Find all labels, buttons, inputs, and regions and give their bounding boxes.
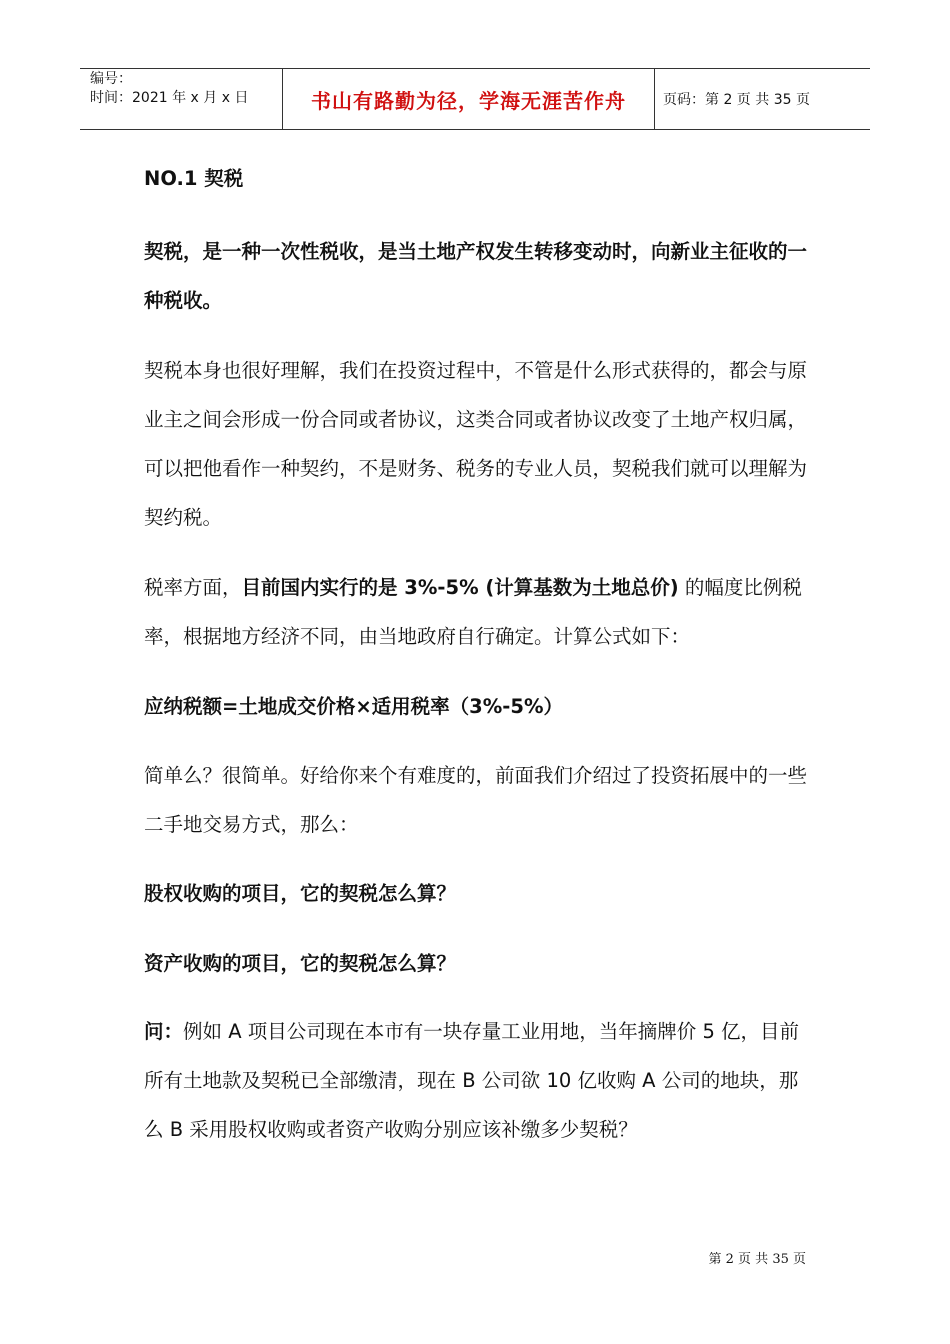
question-label: 问： xyxy=(144,1020,184,1043)
header-motto: 书山有路勤为径，学海无涯苦作舟 xyxy=(282,69,655,129)
paragraph-tax-rate xyxy=(144,563,814,661)
question-example xyxy=(144,1007,814,1154)
header-meta xyxy=(80,69,282,129)
question-equity: 股权收购的项目，它的契税怎么算？ xyxy=(144,882,457,905)
question-asset: 资产收购的项目，它的契税怎么算？ xyxy=(144,952,457,975)
tax-rate-rest: 的幅度比例税率，根据地方经济不同，由当地政府自行确定。计算公式如下： xyxy=(144,576,802,648)
document-number-label: 编号： xyxy=(90,71,132,87)
tax-rate-highlight: 目前国内实行的是 3%-5% (计算基数为土地总价) xyxy=(241,576,679,599)
question-text: 例如 A 项目公司现在本市有一块存量工业用地，当年摘牌价 5 亿，目前所有土地款及契税已全部缴清，现在 B 公司欲 10 亿收购 A 公司的地块，那么 B 采用股权收购或者资产收购分别应该补缴多少契税？ xyxy=(144,1020,800,1141)
page-header xyxy=(80,68,870,130)
document-time-label: 时间：2021 年 x 月 x 日 xyxy=(90,90,249,106)
tax-rate-intro: 税率方面， xyxy=(144,576,242,599)
page-footer: 第 2 页 共 35 页 xyxy=(708,1252,806,1267)
header-page-label: 页码：第 2 页 共 35 页 xyxy=(663,92,810,108)
paragraph-transition: 简单么？很简单。好给你来个有难度的，前面我们介绍过了投资拓展中的一些二手地交易方式，那么： xyxy=(144,764,808,836)
paragraph-explanation: 契税本身也很好理解，我们在投资过程中，不管是什么形式获得的，都会与原业主之间会形成一份合同或者协议，这类合同或者协议改变了土地产权归属，可以把他看作一种契约，不是财务、税务的专业人员，契税我们就可以理解为契约税。 xyxy=(144,359,808,529)
paragraph-definition: 契税，是一种一次性税收，是当土地产权发生转移变动时，向新业主征收的一种税收。 xyxy=(144,240,808,312)
formula: 应纳税额=土地成交价格×适用税率（3%-5%） xyxy=(144,695,563,718)
section-title: NO.1 契税 xyxy=(144,167,244,190)
